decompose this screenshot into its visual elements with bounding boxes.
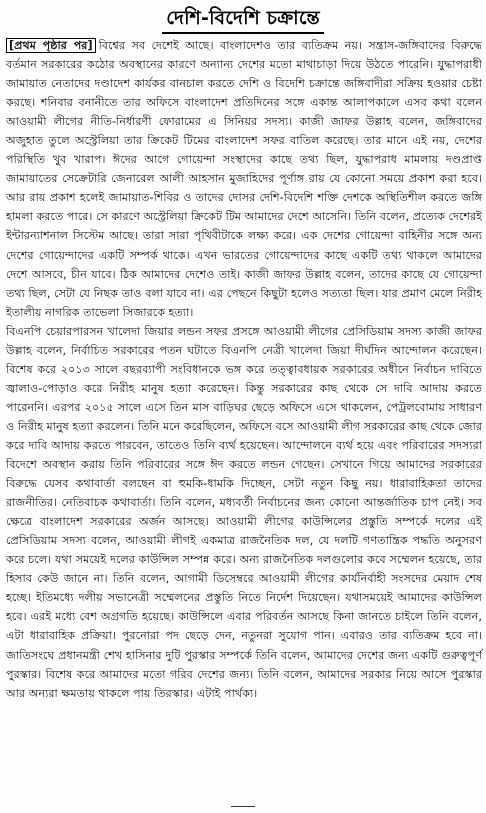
headline-container: [0, 0, 486, 34]
article-paragraph-2: [6, 322, 482, 703]
paragraph-1-text: বিশ্বের সব দেশেই আছে। বাংলাদেশও তার ব্যতিক্রম নয়। সন্ত্রাস-জঙ্গিবাদের বিরুদ্ধে বর্তমান সরকারের কঠোর অবস্থানের কারণে অন্যান্য দেশের মতো মাথাচাড়া দিয়ে উঠতে পারেনি। যুদ্ধাপরাধী জামায়াত নেতাদের দণ্ডাদেশ কার্যকর বানচাল করতে দেশি ও বিদেশি চক্রান্তে জঙ্গিবাদীরা সক্রিয় হওয়ার চেষ্টা করছে। শনিবার বনানীতে তার অফিসে বাংলাদেশ প্রতিদিনের সঙ্গে একান্ত আলাপকালে এসব কথা বলেন আওয়ামী লীগের নীতি-নির্ধারণী ফোরামের এ সিনিয়র সদস্য। কাজী জাফর উল্লাহ বলেন, জঙ্গিবাদের অজুহাত তুলে অস্ট্রেলিয়া তার ক্রিকেট টিমের বাংলাদেশ সফর বাতিল করেছে। তার মানে এই নয়, দেশের পরিস্থিতি খুব খারাপ। ঈদের আগে গোয়েন্দা সংস্থাদের কাছে তথ্য ছিল, যুদ্ধাপরাধ মামলায় দণ্ডপ্রাপ্ত জামায়াতের সেক্রেটারি জেনারেল আলী আহসান মুজাহিদের পূর্ণাঙ্গ রায় যে কোনো সময়ে প্রকাশ করা হবে। আর রায় প্রকাশ হলেই জামায়াত-শিবির ও তাদের দোসর দেশি-বিদেশি শক্তি দেশকে অস্থিতিশীল করতে জঙ্গি হামলা করতে পারে। সে কারণে অস্ট্রেলিয়া ক্রিকেট টিম আমাদের দেশে আসেনি। তিনি বলেন, প্রত্যেক দেশেরই ইন্টারন্যাশনাল সিস্টেম আছে। তারা সারা পৃথিবীটাকে লক্ষ্য করে। এক দেশের গোয়েন্দা বাহিনীর সঙ্গে অন্য দেশের গোয়েন্দাদের একটি সম্পর্ক থাকে। এখন ভারতের গোয়েন্দাদের কাছে একটি তথ্য থাকলে আমাদের দেশে আসবে, চীন যাবে। ঠিক আমাদের দেশেও তাই। কাজী জাফর উল্লাহ বলেন, তাদের কাছে যে গোয়েন্দা তথ্য ছিল, সেটা যে নিছক তাও বলা যাবে না। এর পেছনে কিছুটা হলেও সত্যতা ছিল। যার প্রমাণ মেলে নিরীহ ইতালীয় নাগরিক তাভেলা সিজারকে হত্যা।: [6, 39, 483, 319]
headline: দেশি-বিদেশি চক্রান্তে: [162, 4, 324, 34]
paragraph-2-text: বিএনপি চেয়ারপারসন খালেদা জিয়ার লন্ডন সফর প্রসঙ্গে আওয়ামী লীগের প্রেসিডিয়াম সদস্য কাজী জাফর উল্লাহ বলেন, নির্বাচিত সরকারের পতন ঘটাতে বিএনপি নেত্রী খালেদা জিয়া দীর্ঘদিন আন্দোলন করেছেন। বিশেষ করে ২০১৩ সালে বছরব্যাপী সংবিধানকে ভঙ্গ করে তত্ত্বাবধায়ক সরকারের অধীনে নির্বাচন দাবিতে জ্বালাও-পোড়াও করে নিরীহ মানুষ হত্যা করেছেন। কিন্তু সরকারের কাছ থেকে সে দাবি আদায় করতে পারেননি। এরপর ২০১৫ সালে এসে তিন মাস বাড়িঘর ছেড়ে অফিসে এসে থাকলেন, পেট্রলবোমায় সাধারণ ও নিরীহ মানুষ হত্যা করলেন। তিনি মনে করেছিলেন, অফিসে বসে আওয়ামী লীগ সরকারের কাছ থেকে জোর করে দাবি আদায় করতে পারবেন, তাতেও তিনি ব্যর্থ হয়েছেন। আন্দোলনে ব্যর্থ হয়ে এবং পরিবারের সদস্যরা বিদেশে অবস্থান করায় তিনি পরিবারের সঙ্গে ঈদ করতে লন্ডন গেছেন। সেখানে গিয়ে আমাদের সরকারের বিরুদ্ধে যেসব কথাবার্তা বলছেন বা হুমকি-ধামকি দিচ্ছেন, সেটা নতুন কিছু নয়। ধারাবাহিকতা তাদের রাজনীতির। নেতিবাচক কথাবার্তা। তিনি বলেন, মধ্যবর্তী নির্বাচনের জন্য কোনো আন্তর্জাতিক চাপ নেই। সব ক্ষেত্রে বাংলাদেশ সরকারের অর্জন আসছে। আওয়ামী লীগের কাউন্সিলের প্রস্তুতি সম্পর্কে দলের এই প্রেসিডিয়াম সদস্য বলেন, আওয়ামী লীগই একমাত্র রাজনৈতিক দল, যে দলটি গণতান্ত্রিক পদ্ধতি অনুসরণ করে চলে। যথা সময়েই দলের কাউন্সিল সম্পন্ন করে। অন্য রাজনৈতিক দলগুলোর কবে সম্মেলন হয়েছে, তার হিসাব কেউ জানে না। তিনি বলেন, আগামী ডিসেম্বরে আওয়ামী লীগের কার্যনির্বাহী সংসদের মেয়াদ শেষ হচ্ছে। ইতিমধ্যে দলীয় সভানেত্রী সম্মেলনের প্রস্তুতি নিতে নির্দেশ দিয়েছেন। যথাসময়েই আমাদের কাউন্সিল হবে। এরই মধ্যে বেশ অগ্রগতি হয়েছে। কাউন্সিলে এবার পরিবর্তন আসছে কিনা জানতে চাইলে তিনি বলেন, এটা ধারাবাহিক প্রক্রিয়া। পুরনোরা পদ ছেড়ে দেন, নতুনরা সুযোগ পান। এবারও তার ব্যতিক্রম হবে না। জাতিসংঘে প্রধানমন্ত্রী শেখ হাসিনার দুটি পুরস্কার সম্পর্কে তিনি বলেন, আমাদের দেশের জন্য একটি গুরুত্বপূর্ণ পুরস্কার। বিশেষ করে আমাদের মতো গরিব দেশের জন্য। তিনি বলেন, আমাদের সরকার নিয়ে আসে পুরস্কার আর অন্যরা ক্ষমতায় থাকলে পায় তিরস্কার। এটাই পার্থক্য।: [6, 324, 482, 700]
article-body: [6, 36, 482, 703]
page-divider-mark: [231, 806, 255, 813]
article-paragraph-1: [6, 36, 482, 322]
continuation-tag: [প্রথম পৃষ্ঠার পর]: [6, 38, 96, 53]
